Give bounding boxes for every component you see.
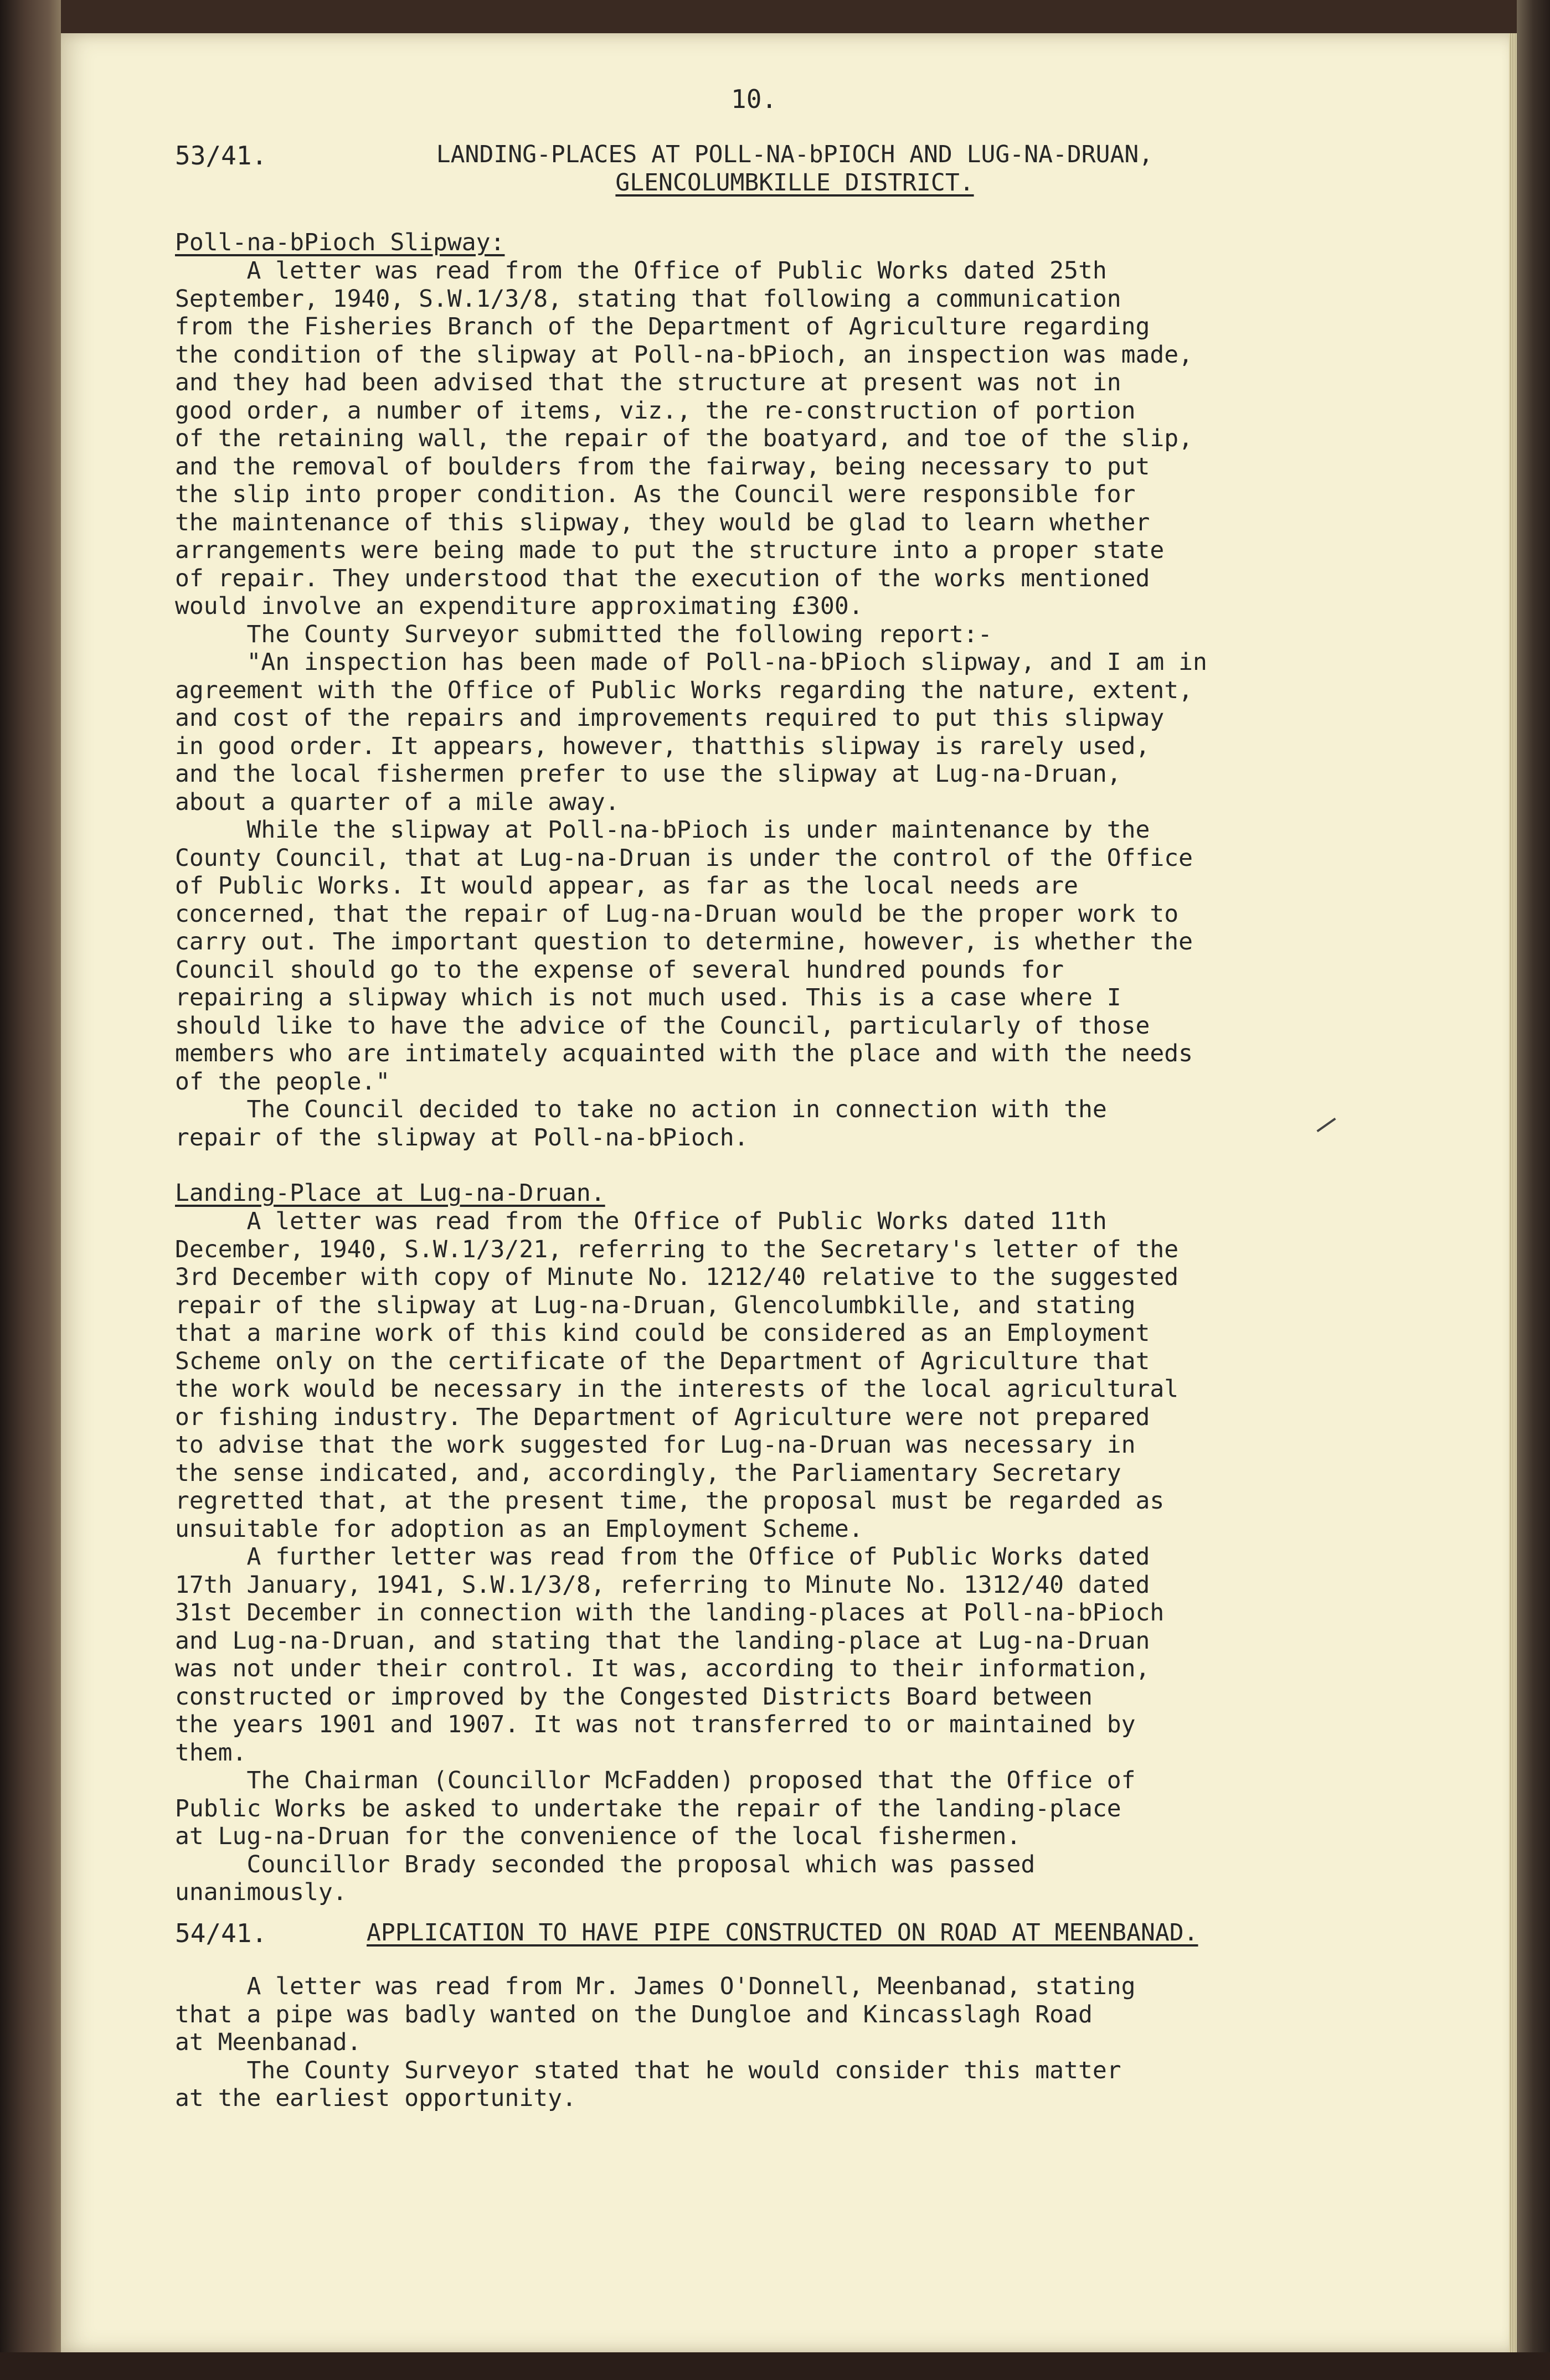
text-line: to advise that the work suggested for Lug-na-Druan was necessary in [175, 1431, 1136, 1459]
minute-53-title-line-1: LANDING-PLACES AT POLL-NA-bPIOCH AND LUG-NA-DRUAN, [436, 141, 1154, 168]
book-binding-right [1517, 0, 1550, 2380]
text-line: or fishing industry. The Department of Agriculture were not prepared [175, 1403, 1150, 1431]
text-line: and the removal of boulders from the fairway, being necessary to put [175, 452, 1150, 481]
text-line: and cost of the repairs and improvements required to put this slipway [175, 704, 1165, 732]
text-line: concerned, that the repair of Lug-na-Druan would be the proper work to [175, 900, 1179, 928]
text-line: The Council decided to take no action in connection with the [175, 1096, 1107, 1123]
text-line: at Meenbanad. [175, 2028, 362, 2056]
paragraph-poll-na-bpioch [175, 257, 1427, 1152]
text-line: The County Surveyor stated that he would consider this matter [175, 2056, 1121, 2084]
text-line: The Chairman (Councillor McFadden) proposed that the Office of [175, 1767, 1136, 1794]
text-line: repair of the slipway at Lug-na-Druan, Glencolumbkille, and stating [175, 1291, 1136, 1319]
paragraph-meenbanad [175, 1973, 1427, 2113]
text-line: 3rd December with copy of Minute No. 1212/40 relative to the suggested [175, 1263, 1179, 1291]
text-line: in good order. It appears, however, thatthis slipway is rarely used, [175, 732, 1150, 760]
text-line: of repair. They understood that the execution of the works mentioned [175, 564, 1150, 592]
text-line: the slip into proper condition. As the Council were responsible for [175, 481, 1136, 508]
text-line: unsuitable for adoption as an Employment Scheme. [175, 1515, 863, 1543]
minute-number-53: 53/41. [175, 141, 267, 171]
text-line: constructed or improved by the Congested Districts Board between [175, 1682, 1093, 1711]
minute-54-title: APPLICATION TO HAVE PIPE CONSTRUCTED ON ROAD AT MEENBANAD. [367, 1919, 1198, 1947]
text-line: that a pipe was badly wanted on the Dungloe and Kincasslagh Road [175, 2000, 1093, 2028]
text-line: about a quarter of a mile away. [175, 788, 620, 816]
text-line: A letter was read from the Office of Public Works dated 11th [175, 1207, 1107, 1235]
text-line: of the retaining wall, the repair of the boatyard, and toe of the slip, [175, 425, 1193, 452]
text-line: agreement with the Office of Public Works regarding the nature, extent, [175, 676, 1193, 704]
text-line: Scheme only on the certificate of the Department of Agriculture that [175, 1347, 1150, 1375]
subhead-poll-na-bpioch: Poll-na-bPioch Slipway: [175, 229, 505, 256]
text-line: the maintenance of this slipway, they would be glad to learn whether [175, 508, 1150, 536]
text-line: members who are intimately acquainted with the place and with the needs [175, 1040, 1193, 1067]
text-line: "An inspection has been made of Poll-na-bPioch slipway, and I am in [175, 648, 1207, 676]
text-line: December, 1940, S.W.1/3/21, referring to the Secretary's letter of the [175, 1235, 1179, 1263]
minute-53-title-line-2: GLENCOLUMBKILLE DISTRICT. [615, 169, 974, 197]
text-line: While the slipway at Poll-na-bPioch is under maintenance by the [175, 816, 1150, 844]
text-line: 17th January, 1941, S.W.1/3/8, referring to Minute No. 1312/40 dated [175, 1571, 1150, 1599]
text-line: them. [175, 1738, 247, 1767]
subhead-lug-na-druan: Landing-Place at Lug-na-Druan. [175, 1179, 605, 1207]
page-edges [1509, 33, 1517, 2353]
text-line: and they had been advised that the structure at present was not in [175, 369, 1121, 396]
text-line: A letter was read from the Office of Public Works dated 25th [175, 257, 1107, 285]
text-line: unanimously. [175, 1878, 347, 1906]
text-line: at Lug-na-Druan for the convenience of the local fishermen. [175, 1823, 1021, 1850]
text-line: and the local fishermen prefer to use the slipway at Lug-na-Druan, [175, 760, 1121, 788]
text-line: repairing a slipway which is not much used. This is a case where I [175, 984, 1121, 1011]
text-line: The County Surveyor submitted the following report:- [175, 620, 992, 648]
text-line: the work would be necessary in the interests of the local agricultural [175, 1375, 1179, 1403]
text-line: from the Fisheries Branch of the Department of Agriculture regarding [175, 313, 1150, 340]
text-line: should like to have the advice of the Council, particularly of those [175, 1011, 1150, 1040]
paragraph-lug-na-druan [175, 1207, 1427, 1907]
book-bottom-edge [0, 2352, 1550, 2380]
text-line: was not under their control. It was, according to their information, [175, 1655, 1150, 1682]
text-line: carry out. The important question to determine, however, is whether the [175, 928, 1193, 956]
text-line: would involve an expenditure approximating £300. [175, 592, 863, 620]
text-line: Council should go to the expense of several hundred pounds for [175, 956, 1064, 984]
text-line: regretted that, at the present time, the proposal must be regarded as [175, 1487, 1165, 1515]
text-line: Councillor Brady seconded the proposal which was passed [175, 1850, 1036, 1878]
minute-number-54: 54/41. [175, 1918, 267, 1948]
book-binding-left [0, 0, 61, 2380]
page-number: 10. [731, 84, 777, 114]
text-line: good order, a number of items, viz., the re-construction of portion [175, 396, 1136, 425]
text-line: 31st December in connection with the landing-places at Poll-na-bPioch [175, 1599, 1165, 1627]
text-line: of Public Works. It would appear, as far as the local needs are [175, 872, 1078, 900]
text-line: the condition of the slipway at Poll-na-bPioch, an inspection was made, [175, 340, 1193, 369]
text-line: Public Works be asked to undertake the repair of the landing-place [175, 1794, 1121, 1823]
text-line: and Lug-na-Druan, and stating that the landing-place at Lug-na-Druan [175, 1627, 1150, 1655]
text-line: repair of the slipway at Poll-na-bPioch. [175, 1123, 749, 1152]
text-line: A further letter was read from the Office of Public Works dated [175, 1543, 1150, 1571]
text-line: arrangements were being made to put the structure into a proper state [175, 536, 1165, 564]
text-line: A letter was read from Mr. James O'Donnell, Meenbanad, stating [175, 1973, 1136, 2000]
text-line: County Council, that at Lug-na-Druan is under the control of the Office [175, 844, 1193, 872]
text-line: of the people." [175, 1067, 390, 1096]
text-line: at the earliest opportunity. [175, 2084, 576, 2112]
text-line: that a marine work of this kind could be considered as an Employment [175, 1319, 1150, 1347]
text-line: the sense indicated, and, accordingly, the Parliamentary Secretary [175, 1459, 1121, 1487]
text-line: the years 1901 and 1907. It was not transferred to or maintained by [175, 1711, 1136, 1738]
text-line: September, 1940, S.W.1/3/8, stating that following a communication [175, 285, 1121, 313]
